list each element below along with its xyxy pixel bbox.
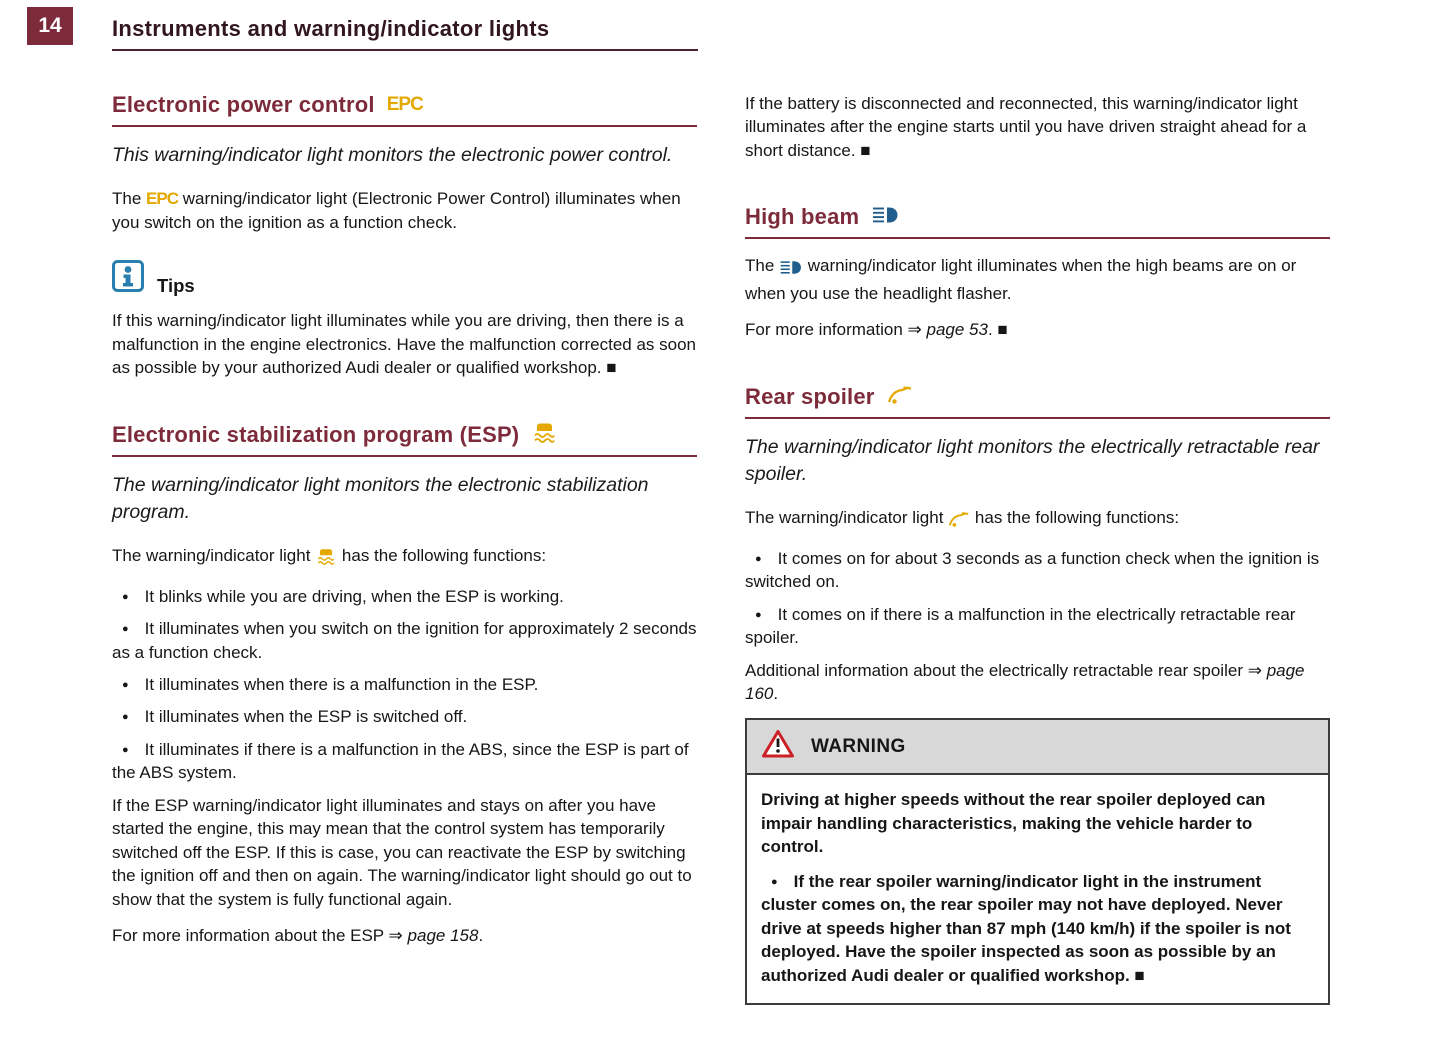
list-item: ● It illuminates when you switch on the ignition for approximately 2 seconds as a function check.	[112, 617, 697, 664]
more-info	[112, 924, 697, 947]
page-number: 14	[27, 7, 73, 45]
tips-header	[112, 260, 697, 297]
section-esp	[112, 422, 697, 948]
section-title: Electronic stabilization program (ESP)	[112, 421, 520, 447]
text-run: For more information ⇒	[745, 320, 922, 340]
warning-header	[747, 720, 1328, 775]
text-run: .	[773, 684, 779, 704]
high-beam-icon	[779, 260, 803, 279]
text-run: warning/indicator light (Electronic Power Control) illuminates when you switch on the ignition as a function check.	[112, 189, 681, 232]
epc-icon: EPC	[146, 189, 178, 209]
section-heading-rear-spoiler	[745, 384, 1330, 419]
section-intro: This warning/indicator light monitors the electronic power control.	[112, 144, 673, 166]
epc-icon: EPC	[386, 94, 423, 115]
list-item: ● It illuminates when the ESP is switched off.	[112, 705, 697, 728]
tips-info-icon	[112, 260, 144, 297]
page-title: Instruments and warning/indicator lights	[112, 16, 550, 41]
more-info	[745, 318, 1330, 341]
title-rule	[112, 49, 698, 51]
high-beam-icon	[871, 206, 900, 229]
section-intro: The warning/indicator light monitors the electronic stabilization program.	[112, 473, 649, 523]
warning-box	[745, 718, 1330, 1005]
text-run: The	[745, 256, 775, 276]
text-run: The warning/indicator light	[112, 546, 311, 566]
text-run: For more information about the ESP ⇒	[112, 926, 403, 946]
list-item: ● It illuminates if there is a malfunction in the ABS, since the ESP is part of the ABS system.	[112, 738, 697, 785]
list-item: ● It illuminates when there is a malfunction in the ESP.	[112, 673, 697, 696]
section-epc	[112, 92, 697, 380]
page-ref: page 158	[407, 926, 479, 946]
text-run: The warning/indicator light	[745, 508, 944, 528]
paragraph: If the battery is disconnected and reconnected, this warning/indicator light illuminates after the engine starts until you have driven straight ahead for a short distance. ■	[745, 94, 1307, 160]
warning-triangle-icon	[761, 729, 795, 764]
warning-list-item: ● If the rear spoiler warning/indicator light in the instrument cluster comes on, the rear spoiler may not have deployed. Never drive at speeds higher than 87 mph (140 km/h) if the spoiler is not deployed. Have the spoiler inspected as soon as possible by an authorized Audi dealer or qualified workshop. ■	[761, 870, 1314, 987]
text-run: warning/indicator light illuminates when the high beams are on or when you use the headlight flasher.	[745, 256, 1297, 303]
esp-skid-icon	[315, 550, 337, 569]
paragraph	[112, 544, 697, 571]
tips-label: Tips	[157, 275, 195, 297]
section-heading-high-beam	[745, 204, 1330, 239]
content-columns	[0, 66, 1445, 1047]
rear-spoiler-icon	[948, 512, 970, 531]
page-ref: page 160	[745, 660, 1305, 704]
text-run: Additional information about the electrically retractable rear spoiler ⇒	[745, 660, 1262, 680]
paragraph: If the ESP warning/indicator light illuminates and stays on after you have started the engine, this may mean that the control system has temporarily switched off the ESP. If this is case, you can reactivate the ESP by switching the ignition off and then on again. The warning/indicator light should go out to show that the system is fully functional again.	[112, 795, 692, 909]
section-title: Rear spoiler	[745, 383, 875, 409]
text-run: has the following functions:	[974, 508, 1180, 528]
list-item: ● It comes on for about 3 seconds as a function check when the ignition is switched on.	[745, 547, 1330, 594]
page-header	[0, 0, 1445, 66]
right-column	[745, 92, 1330, 1047]
section-heading-esp	[112, 422, 697, 457]
warning-text: Driving at higher speeds without the rear spoiler deployed can impair handling characteristics, making the vehicle harder to control.	[761, 790, 1266, 857]
paragraph	[745, 506, 1330, 533]
tips-text: If this warning/indicator light illuminates while you are driving, then there is a malfunction in the engine electronics. Have the malfunction corrected as soon as possible by your authorized Audi dealer or qualified workshop. ■	[112, 311, 696, 378]
section-title: Electronic power control	[112, 92, 375, 117]
section-battery-note	[745, 92, 1330, 162]
paragraph	[112, 187, 697, 234]
text-run: . ■	[987, 320, 1008, 340]
esp-skid-icon	[531, 422, 558, 448]
section-rear-spoiler	[745, 384, 1330, 1005]
more-info	[745, 659, 1330, 706]
section-intro: The warning/indicator light monitors the electrically retractable rear spoiler.	[745, 435, 1320, 486]
text-run: .	[478, 926, 484, 946]
list-item: ● It blinks while you are driving, when the ESP is working.	[112, 585, 697, 608]
left-column	[112, 92, 697, 1047]
rear-spoiler-icon	[887, 385, 913, 409]
warning-title: WARNING	[811, 735, 906, 757]
text-run: The	[112, 189, 142, 209]
list-item: ● It comes on if there is a malfunction in the electrically retractable rear spoiler.	[745, 603, 1330, 650]
section-title: High beam	[745, 204, 860, 230]
section-heading-epc	[112, 92, 697, 127]
warning-body	[747, 775, 1328, 1003]
text-run: has the following functions:	[341, 546, 547, 566]
section-high-beam	[745, 204, 1330, 341]
page-ref: page 53	[926, 320, 988, 340]
paragraph	[745, 254, 1330, 305]
